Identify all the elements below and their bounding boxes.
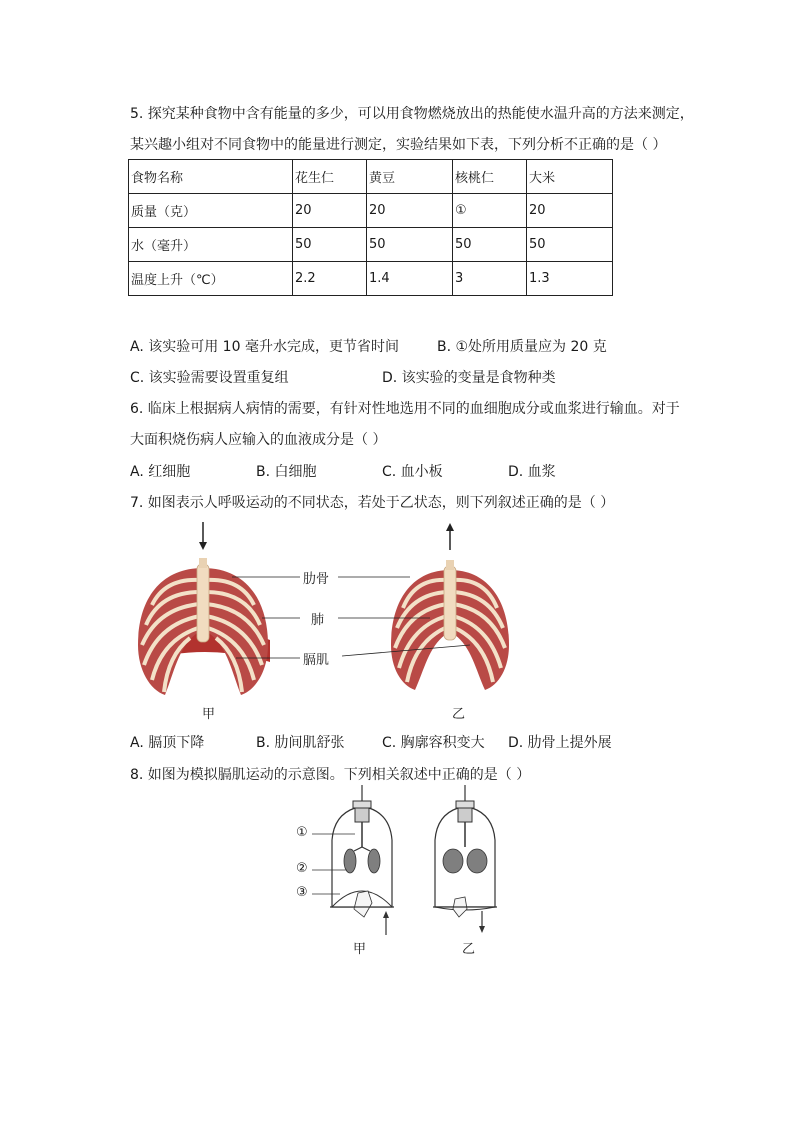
caption-jia: 甲 [202,707,216,722]
table-cell: 20 [527,194,613,228]
q7-option-c[interactable]: C. 胸廓容积变大 [382,735,485,751]
label-lung: 肺 [311,613,325,628]
marker-2: ② [296,861,308,876]
q6-stem-line1: 6. 临床上根据病人病情的需要，有针对性地选用不同的血细胞成分或血浆进行输血。对于 [130,401,680,417]
table-cell: 1.3 [527,262,613,296]
table-header-cell: 花生仁 [293,160,367,194]
q7-option-a[interactable]: A. 膈顶下降 [130,735,205,751]
q8-caption-yi: 乙 [462,942,476,957]
table-cell: 2.2 [293,262,367,296]
q8-caption-jia: 甲 [353,942,367,957]
q5-option-c[interactable]: C. 该实验需要设置重复组 [130,370,289,386]
q6-option-c[interactable]: C. 血小板 [382,464,443,480]
q6-option-b[interactable]: B. 白细胞 [256,464,317,480]
table-cell: 温度上升（℃） [129,262,293,296]
table-cell: 50 [527,228,613,262]
table-cell: 水（毫升） [129,228,293,262]
q8-stem: 8. 如图为模拟膈肌运动的示意图。下列相关叙述中正确的是（ ） [130,767,531,783]
q5-option-b[interactable]: B. ①处所用质量应为 20 克 [437,339,607,355]
table-cell: 50 [293,228,367,262]
q5-stem-line2: 某兴趣小组对不同食物中的能量进行测定，实验结果如下表，下列分析不正确的是（ ） [130,137,667,153]
marker-1: ① [296,825,308,840]
label-rib: 肋骨 [303,572,330,587]
table-cell: 3 [453,262,527,296]
q6-option-d[interactable]: D. 血浆 [508,464,556,480]
table-cell: 20 [293,194,367,228]
caption-yi: 乙 [452,707,466,722]
q6-option-a[interactable]: A. 红细胞 [130,464,191,480]
table-header-cell: 核桃仁 [453,160,527,194]
q7-option-d[interactable]: D. 肋骨上提外展 [508,735,612,751]
q7-option-b[interactable]: B. 肋间肌舒张 [256,735,345,751]
table-cell: 1.4 [367,262,453,296]
table-cell: 50 [453,228,527,262]
q5-stem-line1: 5. 探究某种食物中含有能量的多少，可以用食物燃烧放出的热能使水温升高的方法来测定， [130,106,694,122]
table-cell: ① [453,194,527,228]
belljar-model-yi [425,785,515,940]
q7-stem: 7. 如图表示人呼吸运动的不同状态，若处于乙状态，则下列叙述正确的是（ ） [130,495,615,511]
label-diaphragm: 膈肌 [303,653,330,668]
marker-3: ③ [296,885,308,900]
table-cell: 质量（克） [129,194,293,228]
q6-stem-line2: 大面积烧伤病人应输入的血液成分是（ ） [130,432,387,448]
q5-option-a[interactable]: A. 该实验可用 10 毫升水完成，更节省时间 [130,339,399,355]
table-header-cell: 食物名称 [129,160,293,194]
q5-option-d[interactable]: D. 该实验的变量是食物种类 [382,370,556,386]
table-header-cell: 大米 [527,160,613,194]
table-cell: 20 [367,194,453,228]
table-cell: 50 [367,228,453,262]
table-header-cell: 黄豆 [367,160,453,194]
